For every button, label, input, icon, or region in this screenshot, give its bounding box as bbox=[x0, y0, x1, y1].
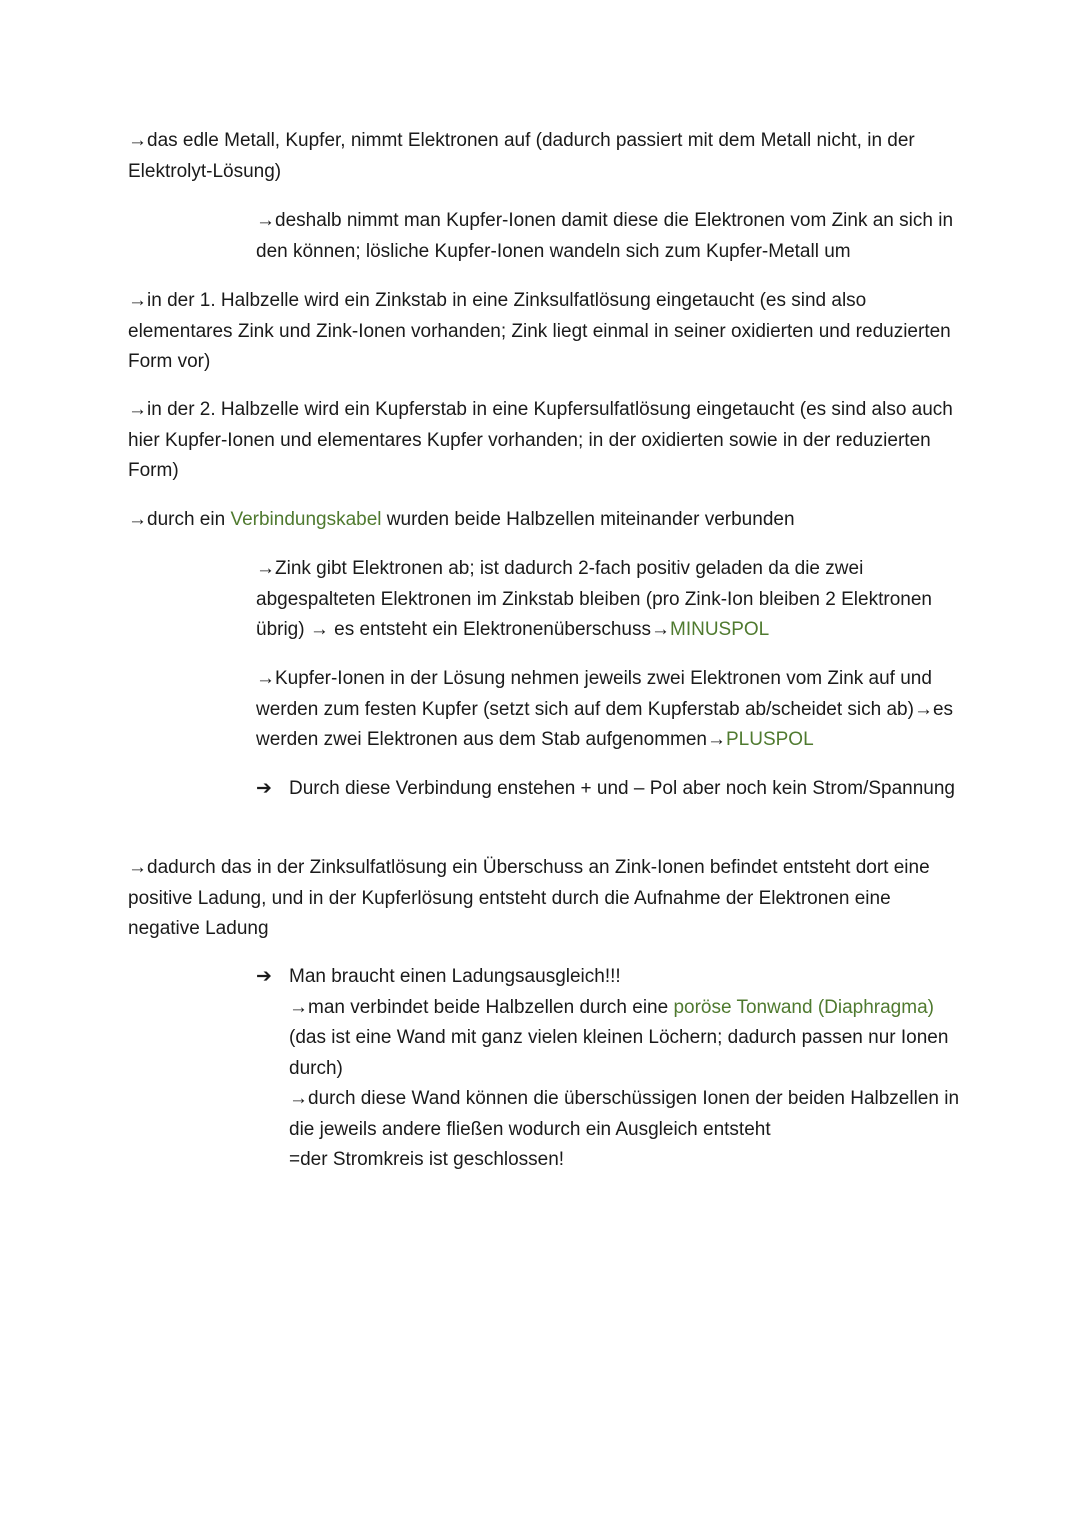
arrow-glyph: → bbox=[128, 130, 147, 151]
bullet-arrow-icon: ➔ bbox=[256, 778, 272, 799]
arrow-glyph: → bbox=[256, 558, 275, 579]
term-porose-tonwand: poröse Tonwand (Diaphragma) bbox=[673, 996, 934, 1018]
arrow-glyph: → bbox=[128, 399, 147, 420]
paragraph-connection-cable: →durch ein Verbindungskabel wurden beide Halbzellen miteinander verbunden bbox=[128, 509, 795, 530]
paragraph-charge-balance bbox=[289, 962, 969, 1176]
bullet-arrow-icon: ➔ bbox=[256, 966, 272, 987]
paragraph-zinc-minuspol: →Zink gibt Elektronen ab; ist dadurch 2-fach positiv geladen da die zwei abgespalteten Elektronen im Zinkstab bleiben (pro Zink-Ion bleiben 2 Elektronen übrig) → es entsteht ein Elektronenüberschuss→MINUSPOL bbox=[256, 558, 932, 640]
paragraph-half-cell-2: →in der 2. Halbzelle wird ein Kupferstab in eine Kupfersulfatlösung eingetaucht (es sind also auch hier Kupfer-Ionen und elementares Kupfer vorhanden; in der oxidierten sowie in der reduzierten Form) bbox=[128, 399, 953, 481]
paragraph-poles-no-current: Durch diese Verbindung enstehen + und – Pol aber noch kein Strom/Spannung bbox=[289, 778, 955, 799]
arrow-glyph: → bbox=[128, 509, 147, 530]
arrow-glyph: → bbox=[128, 290, 147, 311]
paragraph-copper-pluspol: →Kupfer-Ionen in der Lösung nehmen jeweils zwei Elektronen vom Zink auf und werden zum festen Kupfer (setzt sich auf dem Kupferstab ab/scheidet sich ab)→es werden zwei Elektronen aus dem Stab aufgenommen→PLUSPOL bbox=[256, 668, 954, 750]
arrow-glyph: → bbox=[256, 210, 275, 231]
arrow-glyph: → bbox=[128, 857, 147, 878]
line-ion-flow: →durch diese Wand können die überschüssigen Ionen der beiden Halbzellen in die jeweils andere fließen wodurch ein Ausgleich entsteht bbox=[289, 1088, 960, 1140]
arrow-glyph: → bbox=[289, 1088, 308, 1109]
arrow-glyph: → bbox=[289, 996, 308, 1018]
paragraph-copper-accepts-electrons: →das edle Metall, Kupfer, nimmt Elektronen auf (dadurch passiert mit dem Metall nicht, in der Elektrolyt-Lösung) bbox=[128, 130, 915, 182]
term-minuspol: MINUSPOL bbox=[670, 619, 770, 640]
line-circuit-closed: =der Stromkreis ist geschlossen! bbox=[289, 1149, 565, 1170]
arrow-glyph: → bbox=[913, 698, 933, 720]
arrow-glyph: → bbox=[706, 729, 726, 750]
line-ladungsausgleich: Man braucht einen Ladungsausgleich!!! bbox=[289, 966, 621, 987]
arrow-glyph: → bbox=[256, 668, 275, 689]
term-verbindungskabel: Verbindungskabel bbox=[230, 509, 382, 530]
paragraph-half-cell-1: →in der 1. Halbzelle wird ein Zinkstab in eine Zinksulfatlösung eingetaucht (es sind also elementares Zink und Zink-Ionen vorhanden; Zink liegt einmal in seiner oxidierten und reduzierten Form vor) bbox=[128, 290, 951, 372]
paragraph-charge-imbalance: →dadurch das in der Zinksulfatlösung ein Überschuss an Zink-Ionen befindet entsteht dort eine positive Ladung, und in der Kupferlösung entsteht durch die Aufnahme der Elektronen eine negative Ladung bbox=[128, 857, 930, 939]
term-pluspol: PLUSPOL bbox=[725, 729, 814, 750]
line-porous-wall: →man verbindet beide Halbzellen durch eine poröse Tonwand (Diaphragma) (das ist eine Wand mit ganz vielen kleinen Löchern; dadurch passen nur Ionen durch) bbox=[289, 996, 949, 1079]
arrow-glyph: → bbox=[651, 619, 670, 640]
paragraph-copper-ions: →deshalb nimmt man Kupfer-Ionen damit diese die Elektronen vom Zink an sich in den können; lösliche Kupfer-Ionen wandeln sich zum Kupfer-Metall um bbox=[256, 210, 954, 262]
